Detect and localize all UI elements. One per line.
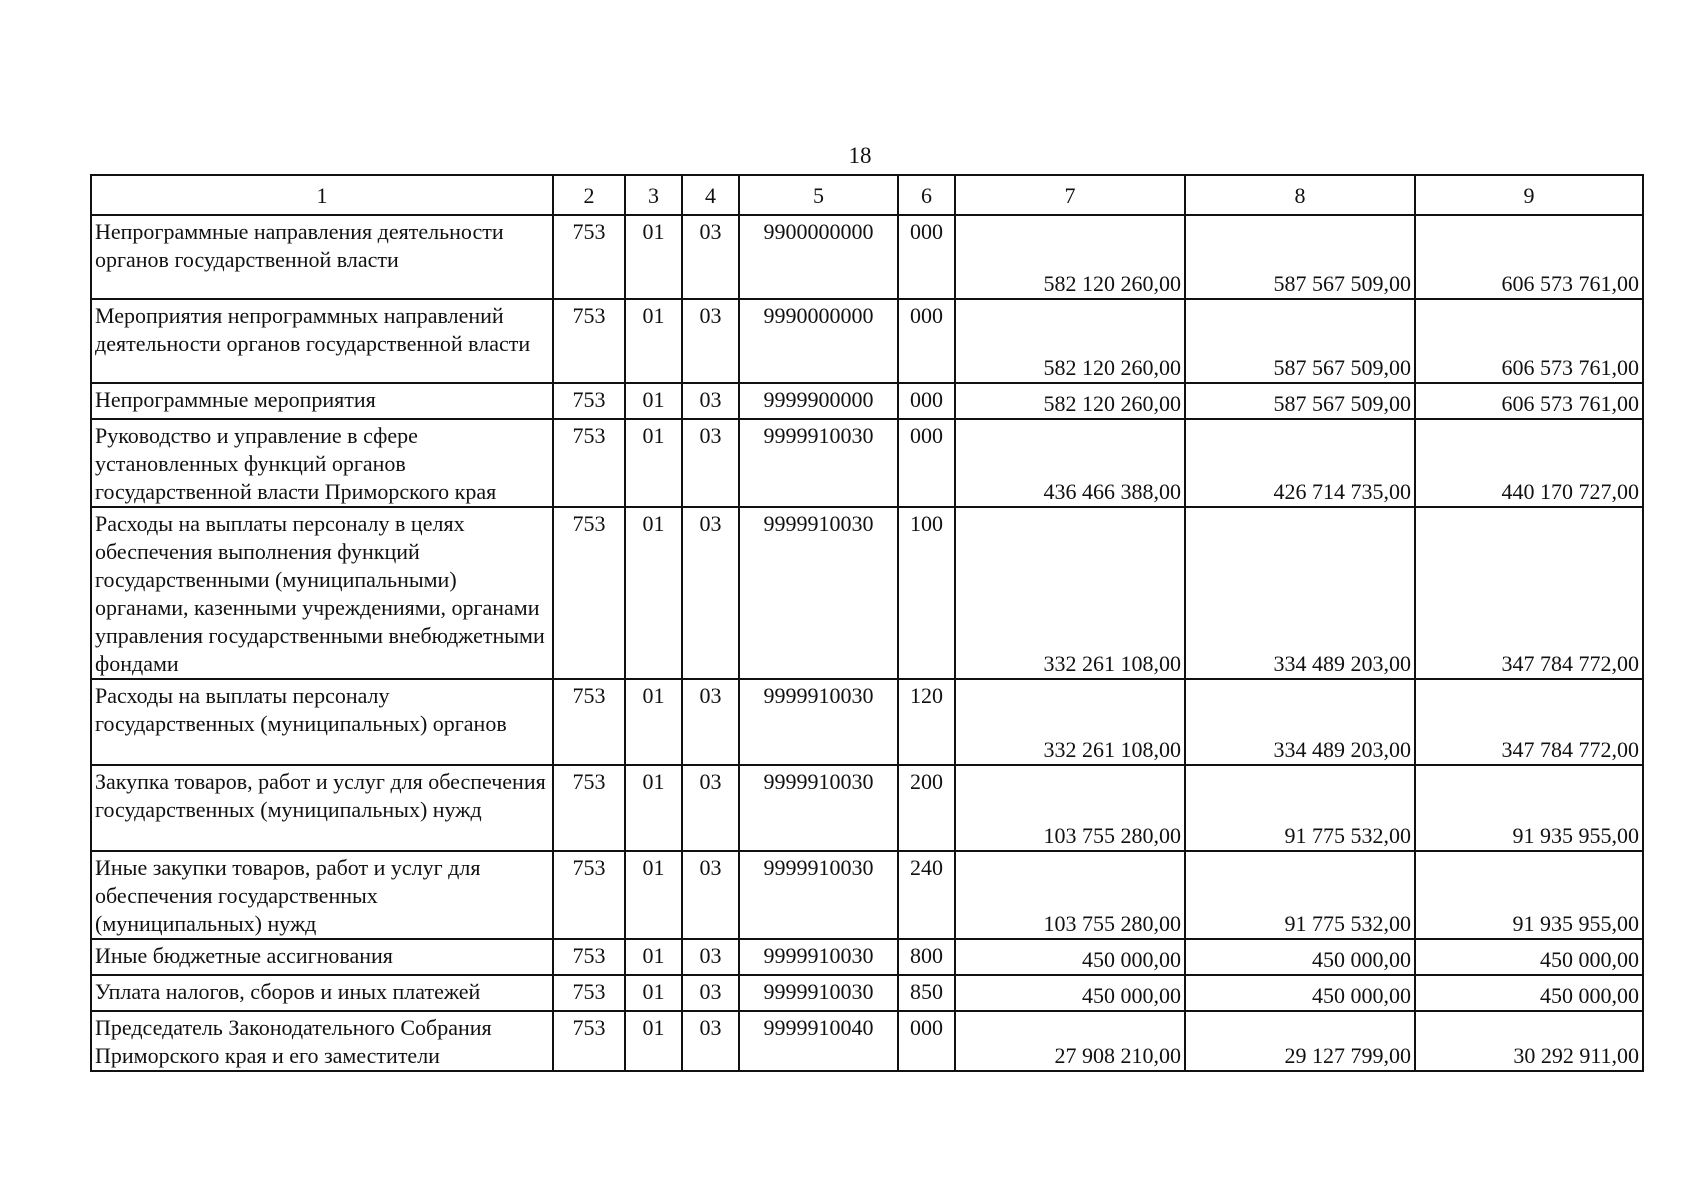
row-name: Руководство и управление в сфере установленных функций органов государственной власти Приморского края bbox=[91, 419, 553, 507]
cell-col-7: 582 120 260,00 bbox=[955, 299, 1185, 383]
table-row bbox=[91, 215, 1643, 299]
cell-col-2: 753 bbox=[553, 765, 625, 851]
cell-col-8: 587 567 509,00 bbox=[1185, 299, 1415, 383]
cell-col-3: 01 bbox=[625, 975, 682, 1011]
cell-col-8: 334 489 203,00 bbox=[1185, 507, 1415, 679]
cell-col-5: 9999910030 bbox=[739, 939, 898, 975]
cell-col-3: 01 bbox=[625, 383, 682, 419]
cell-col-2: 753 bbox=[553, 299, 625, 383]
cell-col-7: 582 120 260,00 bbox=[955, 215, 1185, 299]
cell-col-3: 01 bbox=[625, 419, 682, 507]
cell-col-7: 103 755 280,00 bbox=[955, 765, 1185, 851]
cell-col-8: 91 775 532,00 bbox=[1185, 851, 1415, 939]
cell-col-6: 200 bbox=[898, 765, 955, 851]
cell-col-2: 753 bbox=[553, 383, 625, 419]
cell-col-9: 347 784 772,00 bbox=[1415, 679, 1643, 765]
cell-col-7: 436 466 388,00 bbox=[955, 419, 1185, 507]
cell-col-7: 332 261 108,00 bbox=[955, 507, 1185, 679]
cell-col-9: 606 573 761,00 bbox=[1415, 215, 1643, 299]
header-col-1: 1 bbox=[91, 175, 553, 215]
cell-col-3: 01 bbox=[625, 299, 682, 383]
cell-col-6: 850 bbox=[898, 975, 955, 1011]
cell-col-6: 000 bbox=[898, 1011, 955, 1071]
cell-col-9: 450 000,00 bbox=[1415, 939, 1643, 975]
header-col-9: 9 bbox=[1415, 175, 1643, 215]
table-row bbox=[91, 507, 1643, 679]
header-col-3: 3 bbox=[625, 175, 682, 215]
cell-col-6: 120 bbox=[898, 679, 955, 765]
page-number: 18 bbox=[848, 143, 872, 168]
table-row bbox=[91, 383, 1643, 419]
cell-col-8: 334 489 203,00 bbox=[1185, 679, 1415, 765]
cell-col-6: 800 bbox=[898, 939, 955, 975]
cell-col-9: 440 170 727,00 bbox=[1415, 419, 1643, 507]
cell-col-6: 000 bbox=[898, 215, 955, 299]
table-row bbox=[91, 851, 1643, 939]
header-col-4: 4 bbox=[682, 175, 739, 215]
cell-col-8: 450 000,00 bbox=[1185, 939, 1415, 975]
cell-col-7: 103 755 280,00 bbox=[955, 851, 1185, 939]
budget-table bbox=[90, 174, 1644, 1072]
cell-col-4: 03 bbox=[682, 383, 739, 419]
cell-col-9: 91 935 955,00 bbox=[1415, 851, 1643, 939]
cell-col-7: 582 120 260,00 bbox=[955, 383, 1185, 419]
row-name: Расходы на выплаты персоналу государственных (муниципальных) органов bbox=[91, 679, 553, 765]
row-name: Председатель Законодательного Собрания Приморского края и его заместители bbox=[91, 1011, 553, 1071]
cell-col-9: 347 784 772,00 bbox=[1415, 507, 1643, 679]
cell-col-7: 450 000,00 bbox=[955, 975, 1185, 1011]
header-row bbox=[91, 175, 1643, 215]
cell-col-7: 332 261 108,00 bbox=[955, 679, 1185, 765]
table-row bbox=[91, 299, 1643, 383]
cell-col-4: 03 bbox=[682, 975, 739, 1011]
header-col-6: 6 bbox=[898, 175, 955, 215]
cell-col-5: 9990000000 bbox=[739, 299, 898, 383]
row-name: Иные бюджетные ассигнования bbox=[91, 939, 553, 975]
cell-col-9: 30 292 911,00 bbox=[1415, 1011, 1643, 1071]
cell-col-5: 9999900000 bbox=[739, 383, 898, 419]
table-row bbox=[91, 765, 1643, 851]
header-col-2: 2 bbox=[553, 175, 625, 215]
cell-col-6: 000 bbox=[898, 419, 955, 507]
cell-col-6: 100 bbox=[898, 507, 955, 679]
table-row bbox=[91, 419, 1643, 507]
table-row bbox=[91, 939, 1643, 975]
cell-col-2: 753 bbox=[553, 419, 625, 507]
cell-col-7: 27 908 210,00 bbox=[955, 1011, 1185, 1071]
cell-col-3: 01 bbox=[625, 507, 682, 679]
cell-col-8: 29 127 799,00 bbox=[1185, 1011, 1415, 1071]
cell-col-8: 426 714 735,00 bbox=[1185, 419, 1415, 507]
cell-col-4: 03 bbox=[682, 679, 739, 765]
cell-col-5: 9900000000 bbox=[739, 215, 898, 299]
cell-col-8: 587 567 509,00 bbox=[1185, 215, 1415, 299]
cell-col-4: 03 bbox=[682, 299, 739, 383]
cell-col-8: 450 000,00 bbox=[1185, 975, 1415, 1011]
cell-col-8: 587 567 509,00 bbox=[1185, 383, 1415, 419]
cell-col-7: 450 000,00 bbox=[955, 939, 1185, 975]
cell-col-8: 91 775 532,00 bbox=[1185, 765, 1415, 851]
cell-col-5: 9999910030 bbox=[739, 975, 898, 1011]
cell-col-9: 91 935 955,00 bbox=[1415, 765, 1643, 851]
cell-col-6: 000 bbox=[898, 299, 955, 383]
cell-col-3: 01 bbox=[625, 1011, 682, 1071]
row-name: Расходы на выплаты персоналу в целях обеспечения выполнения функций государственными (муниципальными) органами, казенными учреждениями, органами управления государственными внебюджетными фондами bbox=[91, 507, 553, 679]
cell-col-6: 240 bbox=[898, 851, 955, 939]
cell-col-9: 450 000,00 bbox=[1415, 975, 1643, 1011]
cell-col-3: 01 bbox=[625, 215, 682, 299]
cell-col-3: 01 bbox=[625, 765, 682, 851]
header-col-8: 8 bbox=[1185, 175, 1415, 215]
cell-col-9: 606 573 761,00 bbox=[1415, 299, 1643, 383]
row-name: Закупка товаров, работ и услуг для обеспечения государственных (муниципальных) нужд bbox=[91, 765, 553, 851]
row-name: Непрограммные мероприятия bbox=[91, 383, 553, 419]
header-col-7: 7 bbox=[955, 175, 1185, 215]
cell-col-4: 03 bbox=[682, 1011, 739, 1071]
cell-col-2: 753 bbox=[553, 975, 625, 1011]
cell-col-4: 03 bbox=[682, 765, 739, 851]
cell-col-2: 753 bbox=[553, 679, 625, 765]
cell-col-4: 03 bbox=[682, 939, 739, 975]
cell-col-5: 9999910030 bbox=[739, 851, 898, 939]
row-name: Уплата налогов, сборов и иных платежей bbox=[91, 975, 553, 1011]
cell-col-5: 9999910030 bbox=[739, 419, 898, 507]
cell-col-9: 606 573 761,00 bbox=[1415, 383, 1643, 419]
cell-col-6: 000 bbox=[898, 383, 955, 419]
cell-col-3: 01 bbox=[625, 679, 682, 765]
cell-col-5: 9999910040 bbox=[739, 1011, 898, 1071]
cell-col-4: 03 bbox=[682, 507, 739, 679]
cell-col-4: 03 bbox=[682, 851, 739, 939]
cell-col-5: 9999910030 bbox=[739, 765, 898, 851]
cell-col-4: 03 bbox=[682, 419, 739, 507]
table-row bbox=[91, 679, 1643, 765]
cell-col-2: 753 bbox=[553, 851, 625, 939]
cell-col-4: 03 bbox=[682, 215, 739, 299]
cell-col-3: 01 bbox=[625, 851, 682, 939]
cell-col-2: 753 bbox=[553, 939, 625, 975]
cell-col-5: 9999910030 bbox=[739, 679, 898, 765]
cell-col-5: 9999910030 bbox=[739, 507, 898, 679]
table-row bbox=[91, 1011, 1643, 1071]
row-name: Мероприятия непрограммных направлений деятельности органов государственной власти bbox=[91, 299, 553, 383]
cell-col-2: 753 bbox=[553, 215, 625, 299]
cell-col-2: 753 bbox=[553, 507, 625, 679]
cell-col-2: 753 bbox=[553, 1011, 625, 1071]
table-row bbox=[91, 975, 1643, 1011]
row-name: Иные закупки товаров, работ и услуг для обеспечения государственных (муниципальных) нужд bbox=[91, 851, 553, 939]
row-name: Непрограммные направления деятельности органов государственной власти bbox=[91, 215, 553, 299]
header-col-5: 5 bbox=[739, 175, 898, 215]
cell-col-3: 01 bbox=[625, 939, 682, 975]
